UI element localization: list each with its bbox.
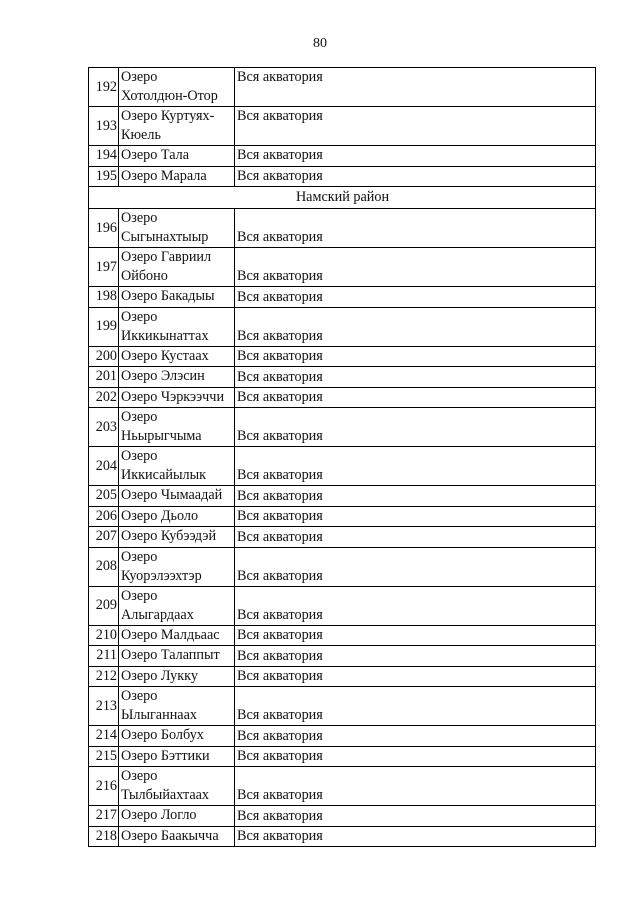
row-number: 211 <box>89 646 119 667</box>
water-area-scope: Вся акватория <box>235 726 596 747</box>
table-row <box>89 625 596 646</box>
table-row <box>89 166 596 187</box>
water-body-name: Озеро Малдьаас <box>119 625 235 646</box>
water-area-scope: Вся акватория <box>235 506 596 527</box>
water-area-scope: Вся акватория <box>235 408 596 447</box>
row-number: 209 <box>89 586 119 625</box>
table-row <box>89 666 596 687</box>
water-area-scope: Вся акватория <box>235 625 596 646</box>
table-row <box>89 447 596 486</box>
water-area-scope: Вся акватория <box>235 248 596 287</box>
table-row <box>89 307 596 346</box>
row-number: 192 <box>89 68 119 107</box>
table-row <box>89 586 596 625</box>
section-header-row <box>89 187 596 209</box>
water-body-name: Озеро Элэсин <box>119 367 235 388</box>
table-row <box>89 506 596 527</box>
row-number: 197 <box>89 248 119 287</box>
water-area-scope: Вся акватория <box>235 527 596 548</box>
page-number: 80 <box>313 36 327 51</box>
table-row <box>89 547 596 586</box>
water-body-name: Озеро Чымаадай <box>119 486 235 507</box>
table-row <box>89 248 596 287</box>
row-number: 195 <box>89 166 119 187</box>
water-body-name: Озеро Баакычча <box>119 826 235 847</box>
row-number: 206 <box>89 506 119 527</box>
table-row <box>89 806 596 827</box>
water-area-scope: Вся акватория <box>235 687 596 726</box>
water-area-scope: Вся акватория <box>235 826 596 847</box>
water-body-name: Озеро Кустаах <box>119 346 235 367</box>
water-area-scope: Вся акватория <box>235 387 596 408</box>
water-area-scope: Вся акватория <box>235 746 596 767</box>
table-row <box>89 527 596 548</box>
row-number: 215 <box>89 746 119 767</box>
water-body-name: Озеро Хотолдюн-Отор <box>119 68 235 107</box>
table-row <box>89 687 596 726</box>
row-number: 208 <box>89 547 119 586</box>
water-area-scope: Вся акватория <box>235 107 596 146</box>
water-area-scope: Вся акватория <box>235 767 596 806</box>
row-number: 204 <box>89 447 119 486</box>
table-row <box>89 146 596 167</box>
water-area-scope: Вся акватория <box>235 646 596 667</box>
water-area-scope: Вся акватория <box>235 209 596 248</box>
water-body-name: Озеро Лукку <box>119 666 235 687</box>
row-number: 210 <box>89 625 119 646</box>
table-row <box>89 486 596 507</box>
row-number: 212 <box>89 666 119 687</box>
water-body-name: Озеро Иккисайылык <box>119 447 235 486</box>
table-row <box>89 767 596 806</box>
table-row <box>89 646 596 667</box>
water-area-scope: Вся акватория <box>235 447 596 486</box>
water-body-name: Озеро Марала <box>119 166 235 187</box>
row-number: 194 <box>89 146 119 167</box>
water-body-name: Озеро Логло <box>119 806 235 827</box>
water-body-name: Озеро Бэттики <box>119 746 235 767</box>
water-area-scope: Вся акватория <box>235 307 596 346</box>
row-number: 202 <box>89 387 119 408</box>
table-row <box>89 107 596 146</box>
water-area-scope: Вся акватория <box>235 586 596 625</box>
table-row <box>89 826 596 847</box>
row-number: 201 <box>89 367 119 388</box>
row-number: 217 <box>89 806 119 827</box>
row-number: 203 <box>89 408 119 447</box>
table-row <box>89 387 596 408</box>
row-number: 196 <box>89 209 119 248</box>
table-row <box>89 367 596 388</box>
water-body-name: Озеро Кубээдэй <box>119 527 235 548</box>
water-body-name: Озеро Куртуях- Кюель <box>119 107 235 146</box>
water-area-scope: Вся акватория <box>235 68 596 107</box>
table-row <box>89 726 596 747</box>
water-body-name: Озеро Гавриил Ойбоно <box>119 248 235 287</box>
water-body-name: Озеро Чэркээччи <box>119 387 235 408</box>
table-row <box>89 408 596 447</box>
water-area-scope: Вся акватория <box>235 146 596 167</box>
row-number: 198 <box>89 287 119 308</box>
row-number: 214 <box>89 726 119 747</box>
water-body-name: Озеро Талаппыт <box>119 646 235 667</box>
row-number: 216 <box>89 767 119 806</box>
row-number: 213 <box>89 687 119 726</box>
row-number: 207 <box>89 527 119 548</box>
row-number: 200 <box>89 346 119 367</box>
water-area-scope: Вся акватория <box>235 166 596 187</box>
water-body-name: Озеро Иккикынаттах <box>119 307 235 346</box>
table-body <box>89 68 596 847</box>
row-number: 199 <box>89 307 119 346</box>
table-row <box>89 209 596 248</box>
water-body-name: Озеро Бакадыы <box>119 287 235 308</box>
water-area-scope: Вся акватория <box>235 367 596 388</box>
water-area-scope: Вся акватория <box>235 547 596 586</box>
water-body-name: Озеро Ньырыгчыма <box>119 408 235 447</box>
water-area-scope: Вся акватория <box>235 806 596 827</box>
water-body-name: Озеро Тала <box>119 146 235 167</box>
water-body-name: Озеро Сыгынахтыыр <box>119 209 235 248</box>
water-body-name: Озеро Дьоло <box>119 506 235 527</box>
water-body-name: Озеро Болбух <box>119 726 235 747</box>
water-area-scope: Вся акватория <box>235 666 596 687</box>
water-body-name: Озеро Алыгардаах <box>119 586 235 625</box>
section-title: Намский район <box>89 187 596 209</box>
water-area-scope: Вся акватория <box>235 287 596 308</box>
row-number: 205 <box>89 486 119 507</box>
table-row <box>89 287 596 308</box>
row-number: 193 <box>89 107 119 146</box>
row-number: 218 <box>89 826 119 847</box>
water-body-name: Озеро Ылыганнаах <box>119 687 235 726</box>
water-body-name: Озеро Куорэлээхтэр <box>119 547 235 586</box>
table-row <box>89 346 596 367</box>
water-body-name: Озеро Тылбыйахтаах <box>119 767 235 806</box>
water-area-scope: Вся акватория <box>235 486 596 507</box>
table-row <box>89 746 596 767</box>
water-bodies-table <box>88 67 596 847</box>
table-row <box>89 68 596 107</box>
water-area-scope: Вся акватория <box>235 346 596 367</box>
